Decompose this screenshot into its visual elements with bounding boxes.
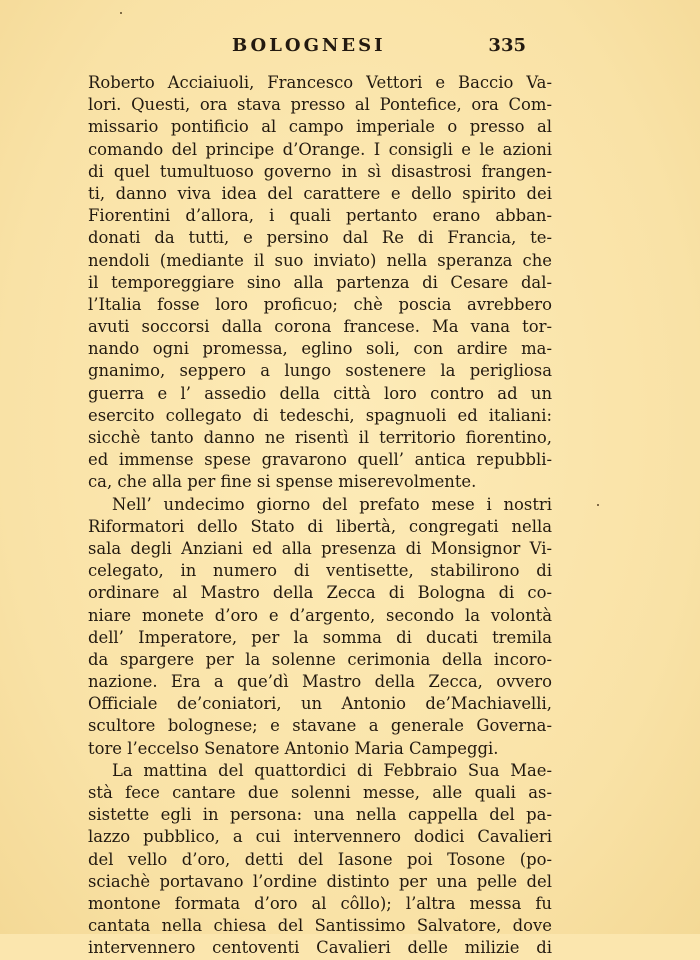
text-line: Officiale de’coniatori, un Antonio de’Machiavelli,	[88, 694, 552, 714]
text-line: l’Italia fosse loro proficuo; chè poscia avrebbero	[88, 294, 552, 314]
text-line: il temporeggiare sino alla partenza di Cesare dal-	[88, 272, 552, 292]
text-line: di quel tumultuoso governo in sì disastrosi frangen-	[88, 161, 552, 181]
text-line: Riformatori dello Stato di libertà, congregati nella	[88, 516, 552, 536]
text-line: nendoli (mediante il suo inviato) nella speranza che	[88, 250, 552, 270]
text-line: gnanimo, seppero a lungo sostenere la perigliosa	[88, 361, 552, 381]
page-number: 335	[488, 35, 526, 56]
text-line: avuti soccorsi dalla corona francese. Ma vana tor-	[88, 317, 552, 337]
page-header	[88, 35, 552, 59]
text-line: esercito collegato di tedeschi, spagnuoli ed italiani:	[88, 405, 552, 425]
text-line: celegato, in numero di ventisette, stabilirono di	[88, 561, 552, 581]
text-line: intervennero centoventi Cavalieri delle milizie di	[88, 938, 552, 958]
text-line: sicchè tanto danno ne risentì il territorio fiorentino,	[88, 428, 552, 447]
text-line: scultore bolognese; e stavane a generale Governa-	[88, 716, 552, 736]
text-line: Roberto Acciaiuoli, Francesco Vettori e Baccio Va-	[88, 73, 552, 92]
text-line: sciachè portavano l’ordine distinto per una pelle del	[88, 871, 552, 891]
text-line: lori. Questi, ora stava presso al Pontefice, ora Com-	[88, 95, 552, 115]
text-line: ordinare al Mastro della Zecca di Bologna di co-	[88, 583, 552, 603]
text-line: da spargere per la solenne cerimonia della incoro-	[88, 649, 552, 669]
paragraph-start-line: Nell’ undecimo giorno del prefato mese i nostri	[112, 494, 552, 514]
text-line: guerra e l’ assedio della città loro contro ad un	[88, 383, 552, 403]
text-line: ti, danno viva idea del carattere e dello spirito dei	[88, 183, 552, 203]
text-line: nazione. Era a que’dì Mastro della Zecca, ovvero	[88, 672, 552, 692]
ink-speck	[597, 504, 599, 506]
paragraph-end-line: ca, che alla per fine si spense miserevolmente.	[88, 472, 477, 492]
text-line: niare monete d’oro e d’argento, secondo la volontà	[88, 605, 552, 625]
paragraph-end-line: tore l’eccelso Senatore Antonio Maria Campeggi.	[88, 738, 499, 758]
text-line: montone formata d’oro al côllo); l’altra messa fu	[88, 893, 552, 913]
text-line: dell’ Imperatore, per la somma di ducati tremila	[88, 627, 552, 647]
text-line: donati da tutti, e persino dal Re di Francia, te-	[88, 228, 552, 248]
paragraph-start-line: La mattina del quattordici di Febbraio Sua Mae-	[112, 760, 552, 780]
text-line: lazzo pubblico, a cui intervennero dodici Cavalieri	[88, 827, 552, 847]
text-line: stà fece cantare due solenni messe, alle quali as-	[88, 783, 552, 802]
text-line: missario pontificio al campo imperiale o presso al	[88, 117, 552, 137]
running-title: BOLOGNESI	[232, 35, 386, 56]
text-line: nando ogni promessa, eglino soli, con ardire ma-	[88, 339, 552, 359]
text-line: sistette egli in persona: una nella cappella del pa-	[88, 805, 552, 825]
text-line: cantata nella chiesa del Santissimo Salvatore, dove	[88, 916, 552, 936]
text-line: del vello d’oro, detti del Iasone poi Tosone (po-	[88, 849, 552, 869]
ink-speck	[120, 12, 122, 14]
body-text	[88, 72, 552, 960]
text-line: comando del principe d’Orange. I consigli e le azioni	[88, 139, 552, 159]
text-line: Fiorentini d’allora, i quali pertanto erano abban-	[88, 206, 552, 226]
text-line: sala degli Anziani ed alla presenza di Monsignor Vi-	[88, 538, 552, 558]
text-line: ed immense spese gravarono quell’ antica repubbli-	[88, 450, 552, 470]
